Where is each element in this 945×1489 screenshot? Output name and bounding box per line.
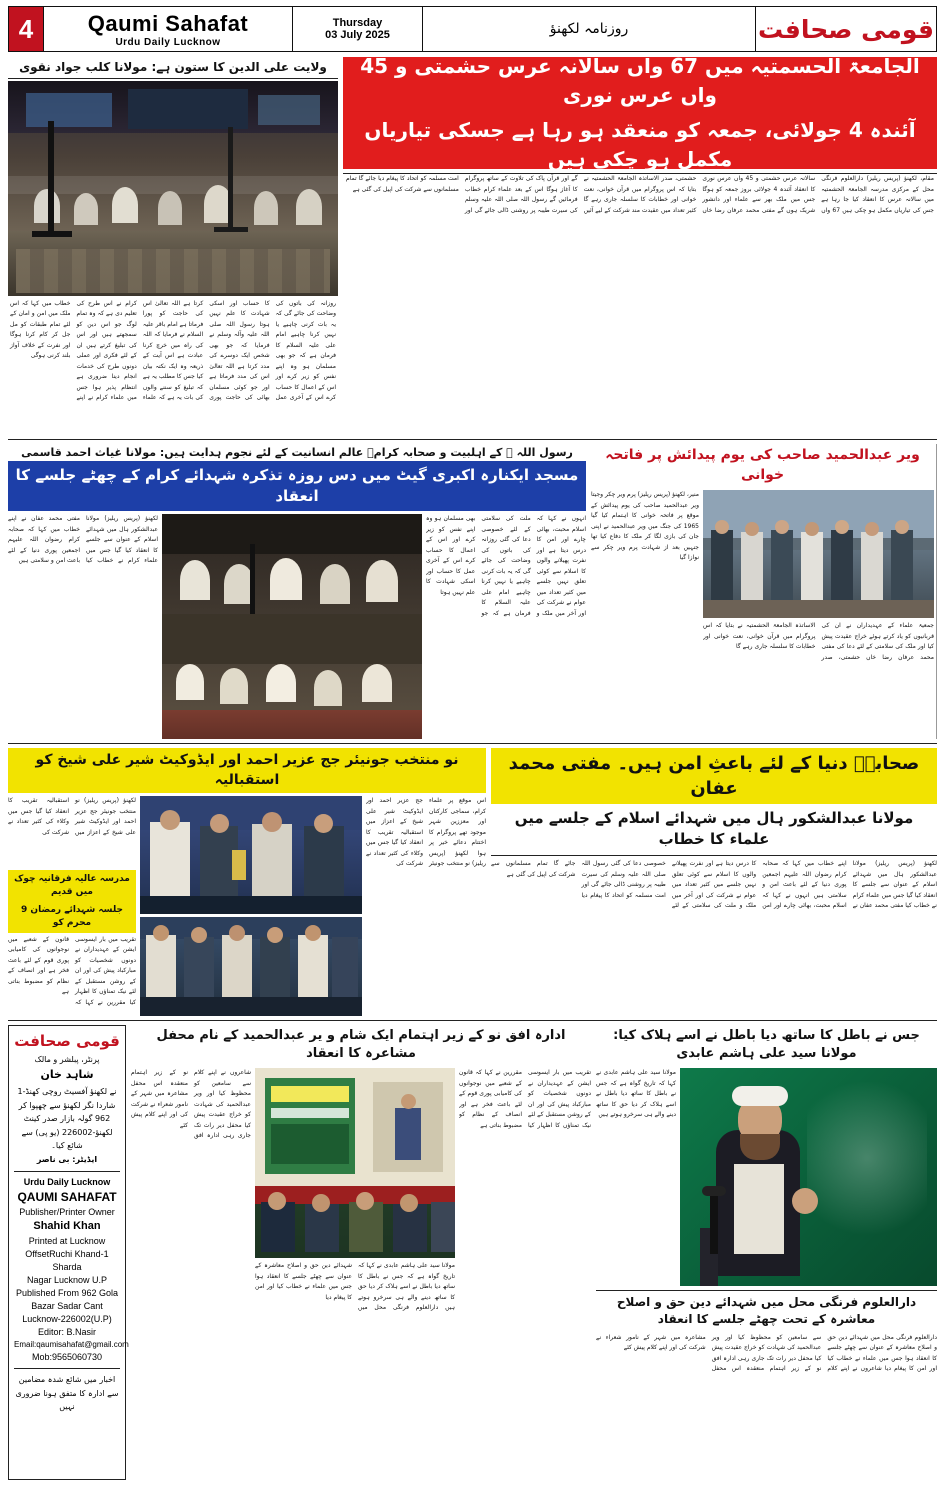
imprint-en-l2: OffsetRuchi Khand-1 Sharda: [25, 1249, 109, 1273]
jj-col4: اس موقع پر علماء کرام، سماجی کارکنان اور معززین شہر موجود تھے پروگرام کا اختتام دعائے خیر پر ہوا: [429, 797, 486, 857]
band-bottom-3: دارالعلوم فرنگی محل میں شہدائے دین حق و اصلاح معاشرہ کے تحت چھٹے جلسے کا انعقاد: [596, 1290, 937, 1330]
band-blue-subhead: رسول اللہ ﷺ کے اہلبیت و صحابہ کرامؓ عالم انسانیت کے لئے نجوم ہدایت ہیں: مولانا غیاث احمد قاسمی: [21, 446, 573, 459]
mushaira-body-right: [459, 1068, 591, 1480]
top-left-body: [8, 299, 338, 435]
hash-col4: ادارہ افق نو کے زیر اہتمام منعقدہ اس محفل مشاعرہ میں شہر کے نامور شعراء نے شرکت کی اور اپنے کلام پیش کئے: [596, 1333, 822, 1373]
jalsa-hall-photo: [8, 81, 338, 296]
mufti-affan-article: [491, 748, 937, 1016]
veer-abdul-hameed-article: [591, 444, 937, 739]
mufti-body: [491, 855, 937, 1016]
top-left-col2: رسول اللہ صلی اللہ علیہ وآلہ وسلم نے فرمایا کہ جو بھی شخص ایک دوسرے کی مدد کرتا ہے اللہ تعالیٰ اس کی مدد فرماتا ہے اور جو کوئی مسلمان بھائی کی حاجت پوری کرتا ہے اللہ تعالیٰ اس کی حاجت کو پورا فرماتا ہے: [142, 299, 270, 402]
top-left-article: [8, 57, 338, 435]
mush-col3: مولانا سید علی ہاشم عابدی نے کہا کہ تاریخ گواہ ہے کہ جس نے باطل کا ساتھ دیا باطل نے اسے ہلاک کر دیا حق کا ساتھ دینے والے ہی سرخرو ہوتے ہیں: [358, 1262, 455, 1312]
mushaira-article: [131, 1025, 591, 1480]
band-yellow-1: نو منتخب جونیئر جج عزیر احمد اور ایڈوکیٹ شیر علی شیخ کو استقبالیہ: [8, 748, 486, 793]
logo-title: Qaumi Sahafat: [87, 10, 249, 36]
logo-subtitle: Urdu Daily Lucknow: [115, 36, 221, 48]
band-blue-article: [8, 444, 586, 739]
gathering-photo: [162, 514, 422, 739]
imprint-en-l6: Lucknow-226002(U.P): [22, 1314, 112, 1325]
mush-col2: ادارہ افق نو کے زیر اہتمام منعقدہ اس محفل مشاعرہ میں شہر کے نامور شعراء نے شرکت کی اور اپنے کلام پیش کئے: [131, 1069, 220, 1140]
date-label: 03 July 2025: [325, 29, 390, 41]
lead-headline-line1: الجامعۃ الحسمتیہ میں 67 واں سالانہ عرس حشمتی و 45 واں عرس نوری: [360, 54, 920, 107]
date-block: [293, 7, 423, 51]
side-note-2: جلسہ شہدائے رمضان 9 محرم کو: [8, 901, 136, 932]
imprint-en-sub: Urdu Daily Lucknow: [23, 1176, 111, 1187]
jj-body-c: [366, 796, 486, 1016]
lead-col1: مقام، لکھنؤ (پریس ریلیز) دارالعلوم فرنگی محل کے مرکزی مدرسہ الجامعۃ الحشمتیہ میں سالانہ عرس کا انعقاد کیا جا رہا ہے جس کی تیاریاں مکمل ہو چکی ہیں: [821, 175, 934, 214]
imprint-en-email: Email:qaumisahafat@gmail.com: [14, 1340, 129, 1350]
jj-col2: تقریب میں بار ایسوسی ایشن کے عہدیداران نے دونوں شخصیات کو مبارکباد پیش کی اور ان کے روشن مستقبل کے لئے نیک تمناؤں کا اظہار کیا: [75, 935, 136, 1006]
top-left-col3: امام باقر علیہ السلام نے فرمایا کہ اللہ کی راہ میں خرچ کرنا عبادت ہے اس آیت کے ذریعہ وہ ایک نکتہ بیان کیا جس کا مطلب یہ ہے کہ: [142, 320, 204, 391]
mufti-col1: لکھنؤ (پریس ریلیز) مولانا عبدالشکور ہال میں شہدائے اسلام کے عنوان سے جلسے کا انعقاد کیا گیا جس میں علماء کرام نے خطاب کیا: [852, 860, 937, 910]
group-gathering-photo: [140, 917, 362, 1016]
band-blue-body-left: [8, 514, 158, 739]
page-number: 4: [9, 7, 43, 51]
band-blue-headline: مسجد ایکنارہ اکبری گیٹ میں دس روزہ تذکرہ شہدائے کرام کے چھٹے جلسے کا انعقاد: [8, 461, 586, 511]
jj-col3: مقررین نے کہا کہ قانون کے شعبے میں نوجوانوں کی کامیابی پوری قوم کے لئے باعث فخر ہے اور انصاف کے نظام کو مضبوط بناتی ہے: [8, 935, 126, 1006]
imprint-en-editor: Editor: B.Nasir: [37, 1327, 97, 1338]
hashim-body-bottom: [596, 1333, 937, 1480]
band-yellow-2: صحابہؓ دنیا کے لئے باعثِ امن ہیں۔ مفتی محمد عفان: [491, 748, 937, 804]
lead-col3: مفتی محمد عرفان رضا خاں حشمتی، صدر الاساتذہ الجامعۃ الحشمتیہ نے بتایا کہ اس پروگرام میں قرآن خوانی، نعت خوانی اور خطابات کا سلسلہ جاری رہے گا: [583, 175, 775, 214]
urdu-masthead-title: قومی صحافت: [758, 14, 934, 44]
veer-col2: 1965 کی جنگ میں ویر عبدالحمید نے اپنی جان کی بازی لگا کر ملک کا دفاع کیا تھا جنہیں بعد از شہادت پرم ویر چکر سے نوازا گیا: [591, 522, 699, 562]
mushaira-body-mid: [255, 1261, 455, 1480]
top-left-col5: انتظام پذیر ہوا جس میں علماء کرام نے اپنے خطاب میں کہا کہ اس ملک میں امن و امان کے لئے تمام طبقات کو مل جل کر کام کرنا ہوگا اور نفرت کے خلاف آواز بلند کرنی ہوگی: [10, 299, 137, 402]
mush-col1: شاعروں نے اپنے کلام سے سامعین کو محظوظ کیا اور ویر عبدالحمید کی شہادت کو خراج عقیدت پیش کیا محفل دیر رات تک جاری رہی: [194, 1069, 251, 1140]
imprint-ur-editor: ایڈیٹر: بی ناصر: [36, 1155, 98, 1164]
jj-col5: لکھنؤ (پریس ریلیز) نو منتخب جونیئر جج عزیر احمد اور ایڈوکیٹ شیر علی شیخ کے اعزاز میں استقبالیہ تقریب کا انعقاد کیا گیا جس میں وکلاء کی کثیر تعداد نے شرکت کی: [366, 797, 486, 868]
imprint-ur-1: پرنٹر، پبلشر و مالک: [34, 1054, 100, 1064]
imprint-ur-name: شاہد خان: [40, 1068, 94, 1082]
lead-body: [343, 173, 937, 435]
imprint-en-l3: Nagar Lucknow U.P: [26, 1275, 108, 1286]
lead-article: [343, 54, 937, 435]
imprint-en-title: QAUMI SAHAFAT: [17, 1189, 117, 1204]
imprint-block: [8, 1025, 129, 1480]
junior-judge-article: [8, 748, 486, 1016]
hashim-abidi-article: [596, 1025, 937, 1480]
hash-col3: شاعروں نے اپنے کلام سے سامعین کو محظوظ کیا اور ویر عبدالحمید کی شہادت کو خراج عقیدت پیش کیا محفل دیر رات تک جاری رہی: [711, 1333, 882, 1373]
mufti-col4: جلسے میں کثیر تعداد میں عوام نے شرکت کی اور آخر میں ملک و ملت کی سلامتی کے لئے خصوصی دعا کی گئی: [610, 860, 757, 910]
veer-col1: منیر، لکھنؤ (پریس ریلیز) پرم ویر چکر وجیتا ویر عبدالحمید صاحب کی یوم پیدائش کے موقع پر فاتحہ خوانی کا اہتمام کیا گیا: [591, 491, 699, 520]
imprint-ur-note: اخبار میں شائع شدہ مضامین سے ادارہ کا متفق ہونا ضروری نہیں: [15, 1375, 119, 1412]
lead-headline: [343, 54, 937, 171]
veer-body-left: [591, 490, 699, 739]
top-left-col4: تبلیغ کو سننے والوں کی بات یہ ہے کہ علماء کرام نے اس طرح کی تعلیم دی ہے کہ وہ تمام لوگ جو اس دین کو سمجھتے ہیں اور اس کی تبلیغ کرتے ہیں ان کے لئے فکری اور عملی دونوں طرح کی خدمات انجام دینا ضروری ہے: [76, 299, 204, 402]
bb-col2: مفتی محمد عفان نے اپنے خطاب میں کہا کہ صحابہ کرام رضوان اللہ علیہم اجمعین پوری دنیا کے لئے باعث امن و سلامتی ہیں: [8, 515, 80, 564]
urdu-edition-label: روزنامہ لکھنؤ: [423, 7, 756, 51]
veer-col3: جمعیۃ علماء کے عہدیداران نے ان کی قربانیوں کو یاد کرتے ہوئے خراج عقیدت پیش کیا اور ملک کی سلامتی کے لئے دعا کی: [821, 622, 934, 651]
day-label: Thursday: [332, 17, 383, 29]
mushaira-body-left: [131, 1068, 251, 1480]
bb-col3: انہوں نے کہا کہ اسلام محبت، بھائی چارے اور امن کا درس دیتا ہے اور نفرت پھیلانے والوں کا اسلام سے کوئی تعلق نہیں: [536, 515, 586, 585]
bb-col4: جلسے میں کثیر تعداد میں عوام نے شرکت کی اور آخر میں ملک و ملت کی سلامتی کے لئے خصوصی دعا کی گئی: [481, 515, 586, 617]
imprint-en-mob: Mob:9565060730: [31, 1351, 103, 1362]
veer-col4: مفتی محمد عرفان رضا خاں حشمتی، صدر الاساتذہ الجامعۃ الحشمتیہ نے بتایا کہ اس پروگرام میں قرآن خوانی، نعت خوانی اور خطابات کا سلسلہ جاری رہے گا: [703, 622, 934, 661]
speaker-portrait-photo: [680, 1068, 937, 1286]
lead-col5: رسول اللہ صلی اللہ علیہ وسلم کی سیرت طیبہ پر روشنی ڈالی جائے گی اور امت مسلمہ کو اتحاد کا پیغام دیا جائے گا تمام مسلمانوں سے شرکت کی اپیل کی گئی ہے: [346, 175, 578, 214]
group-photo-men: [703, 490, 934, 618]
band-bottom-1: جس نے باطل کا ساتھ دیا باطل نے اسے ہلاک کیا: مولانا سید علی ہاشم عابدی: [596, 1025, 937, 1065]
side-note-1: مدرسہ عالیہ فرقانیہ چوک میں قدیم: [8, 870, 136, 901]
mufti-col5: رسول اللہ صلی اللہ علیہ وسلم کی سیرت طیبہ پر روشنی ڈالی جائے گی اور امت مسلمہ کو اتحاد کا پیغام دیا جائے گا تمام مسلمانوں سے شرکت کی اپیل کی گئی ہے: [491, 860, 666, 899]
lead-col2: 67 واں سالانہ عرس حشمتی و 45 واں عرس نوری کا انعقاد آئندہ 4 جولائی بروز جمعہ کو ہوگا جس میں ملک بھر سے علماء اور دانشور شریک ہوں گے: [702, 175, 841, 214]
imprint-logo: قومی صحافت: [14, 1032, 120, 1050]
mush-col5: تقریب میں بار ایسوسی ایشن کے عہدیداران نے دونوں شخصیات کو مبارکباد پیش کی اور ان کے روشن مستقبل کے لئے نیک تمناؤں کا اظہار کیا: [528, 1069, 591, 1129]
band-white-1: مولانا عبدالشکور ہال میں شہدائے اسلام کے جلسے میں علماء کا خطاب: [491, 806, 937, 852]
mushaira-stage-photo: [255, 1068, 455, 1258]
imprint-en-l1: Printed at Lucknow: [28, 1236, 106, 1247]
award-ceremony-photo: [140, 796, 362, 914]
masthead: [8, 6, 937, 52]
mush-col4: دارالعلوم فرنگی محل میں شہدائے دین حق و اصلاح معاشرہ کے عنوان سے چھٹے جلسے کا انعقاد ہوا جس میں علماء نے خطاب کیا اور امن کا پیغام دیا: [255, 1262, 439, 1312]
hashim-body-left: [596, 1068, 676, 1286]
veer-body-right: [703, 621, 934, 739]
band-mushaira: ادارہ افق نو کے زیر اہتمام ایک شام و یر عبدالحمید کے نام محفل مشاعرہ کا انعقاد: [131, 1025, 591, 1065]
top-left-col1: روزانہ کی باتوں کی وضاحت کی جائے گی کہ یہ بات کرنی چاہیے یا نہیں کرنا چاہیے امام علی علیہ السلام کا فرمان ہے کہ جو بھی مسلمان ہو وہ اپنے نفس کو زیر کرے اور اس کے اعمال کا حساب کرے اس کے آخری عمل کا حساب اور اسکی شہادت کا علم نہیں ہوتا: [209, 299, 336, 402]
lead-headline-line2: آئندہ 4 جولائی، جمعہ کو منعقد ہو رہا ہے جسکی تیاریاں مکمل ہو چکی ہیں: [364, 118, 916, 171]
imprint-en-l5: Bazar Sadar Cant: [31, 1301, 103, 1312]
jj-body-b: [8, 935, 136, 1016]
hash-col2: دارالعلوم فرنگی محل میں شہدائے دین حق و اصلاح معاشرہ کے عنوان سے چھٹے جلسے کا انعقاد ہوا جس میں علماء نے خطاب کیا اور امن کا پیغام دیا: [827, 1333, 937, 1373]
mufti-col3: انہوں نے کہا کہ اسلام محبت، بھائی چارے اور امن کا درس دیتا ہے اور نفرت پھیلانے والوں کا اسلام سے کوئی تعلق نہیں: [671, 860, 847, 910]
imprint-en-l4: Published From 962 Gola: [15, 1288, 119, 1299]
mufti-col2: مفتی محمد عفان نے اپنے خطاب میں کہا کہ صحابہ کرام رضوان اللہ علیہم اجمعین پوری دنیا کے لئے باعث امن و سلامتی ہیں: [762, 860, 904, 910]
imprint-en-name: Shahid Khan: [33, 1220, 101, 1233]
newspaper-logo: [43, 7, 293, 51]
imprint-ur-2: نے لکھنؤ آفسیٹ روچی کھنڈ-1 شاردا نگر لکھنؤ سے چھپوا کر 962 گولہ بازار صدر کینٹ لکھنؤ-226002 (یو پی) سے شائع کیا۔: [17, 1087, 117, 1151]
mush-col6: مقررین نے کہا کہ قانون کے شعبے میں نوجوانوں کی کامیابی پوری قوم کے لئے باعث فخر ہے اور انصاف کے نظام کو مضبوط بناتی ہے: [459, 1069, 522, 1129]
jj-body-a: [8, 796, 136, 868]
hash-col1: مولانا سید علی ہاشم عابدی نے کہا کہ تاریخ گواہ ہے کہ جس نے باطل کا ساتھ دیا باطل نے اسے ہلاک کر دیا حق کا ساتھ دینے والے ہی سرخرو ہوتے ہیں: [596, 1069, 676, 1119]
top-left-caption: ولایت علی الدین کا ستون ہے: مولانا کلب جواد نقوی: [8, 57, 338, 79]
jj-col1: لکھنؤ (پریس ریلیز) نو منتخب جونیئر جج عزیر احمد اور ایڈوکیٹ شیر علی شیخ کے اعزاز میں استقبالیہ تقریب کا انعقاد کیا گیا جس میں وکلاء کی کثیر تعداد نے شرکت کی: [8, 797, 136, 836]
bb-col1: لکھنؤ (پریس ریلیز) مولانا عبدالشکور ہال میں شہدائے اسلام کے عنوان سے جلسے کا انعقاد کیا گیا جس میں علماء کرام نے خطاب کیا: [86, 515, 158, 564]
veer-headline: ویر عبدالحمید صاحب کی یوم پیدائش پر فاتحہ خوانی: [591, 444, 934, 487]
band-blue-body-right: [426, 514, 586, 739]
imprint-en-role: Publisher/Printer Owner: [19, 1207, 115, 1218]
lead-col4: کثیر تعداد میں عقیدت مند شرکت کے لیے آئیں گے اور قرآن پاک کی تلاوت کے ساتھ پروگرام کا آغاز ہوگا اس کے بعد علماء کرام خطاب فرمائیں گے: [464, 175, 697, 214]
bb-col5: روزانہ کی باتوں کی وضاحت کی جائے گی کہ یہ بات کرنی چاہیے یا نہیں کرنا چاہیے امام علی علیہ السلام کا فرمان ہے کہ جو بھی مسلمان ہو وہ اپنے نفس کو زیر کرے اور اس کے اعمال کا حساب کرے اس کے آخری عمل کا حساب اور اسکی شہادت کا علم نہیں ہوتا: [426, 515, 531, 617]
